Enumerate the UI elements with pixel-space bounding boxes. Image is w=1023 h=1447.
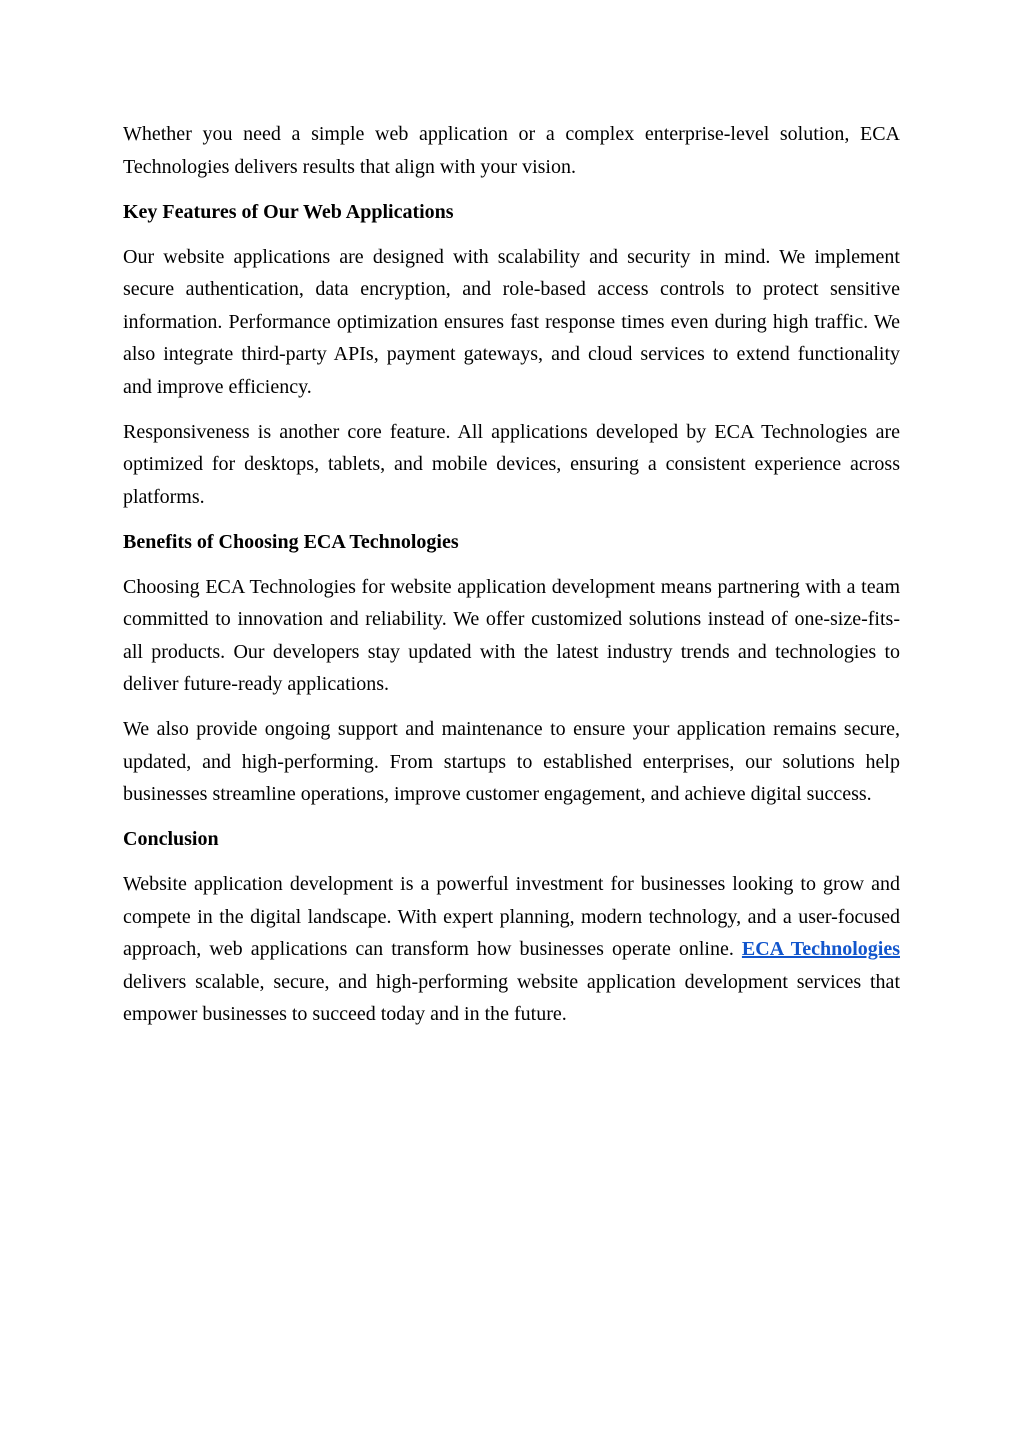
heading-key-features: Key Features of Our Web Applications xyxy=(123,200,454,223)
eca-technologies-link[interactable]: ECA Technologies xyxy=(741,938,900,960)
conclusion-text-before-link: Website application development is a powerful investment for businesses looking to grow and compete in the digital landscape. With expert planning, modern technology, and a user-focused approach, web applications can transform how businesses operate online. xyxy=(123,873,900,960)
intro-paragraph: Whether you need a simple web application or a complex enterprise-level solution, ECA Technologies delivers results that align with your vision. xyxy=(123,123,900,178)
heading-benefits: Benefits of Choosing ECA Technologies xyxy=(123,530,459,553)
heading-conclusion: Conclusion xyxy=(123,828,219,850)
conclusion-text-after-link: delivers scalable, secure, and high-performing website application development services that empower businesses to succeed today and in the future. xyxy=(123,970,900,1025)
paragraph-support: We also provide ongoing support and maintenance to ensure your application remains secure, updated, and high-performing. From startups to established enterprises, our solutions help businesses streamline operations, improve customer engagement, and achieve digital success. xyxy=(123,718,900,805)
document-content xyxy=(123,118,900,1043)
paragraph-choosing: Choosing ECA Technologies for website application development means partnering with a team committed to innovation and reliability. We offer customized solutions instead of one-size-fits-all products. Our developers stay updated with the latest industry trends and technologies to deliver future-ready applications. xyxy=(123,575,900,695)
paragraph-responsiveness: Responsiveness is another core feature. All applications developed by ECA Technologies are optimized for desktops, tablets, and mobile devices, ensuring a consistent experience across platforms. xyxy=(123,420,900,508)
conclusion-paragraph xyxy=(123,868,900,1031)
paragraph-scalability-security: Our website applications are designed with scalability and security in mind. We implement secure authentication, data encryption, and role-based access controls to protect sensitive information. Performance optimization ensures fast response times even during high traffic. We also integrate third-party APIs, payment gateways, and cloud services to extend functionality and improve efficiency. xyxy=(123,245,900,398)
